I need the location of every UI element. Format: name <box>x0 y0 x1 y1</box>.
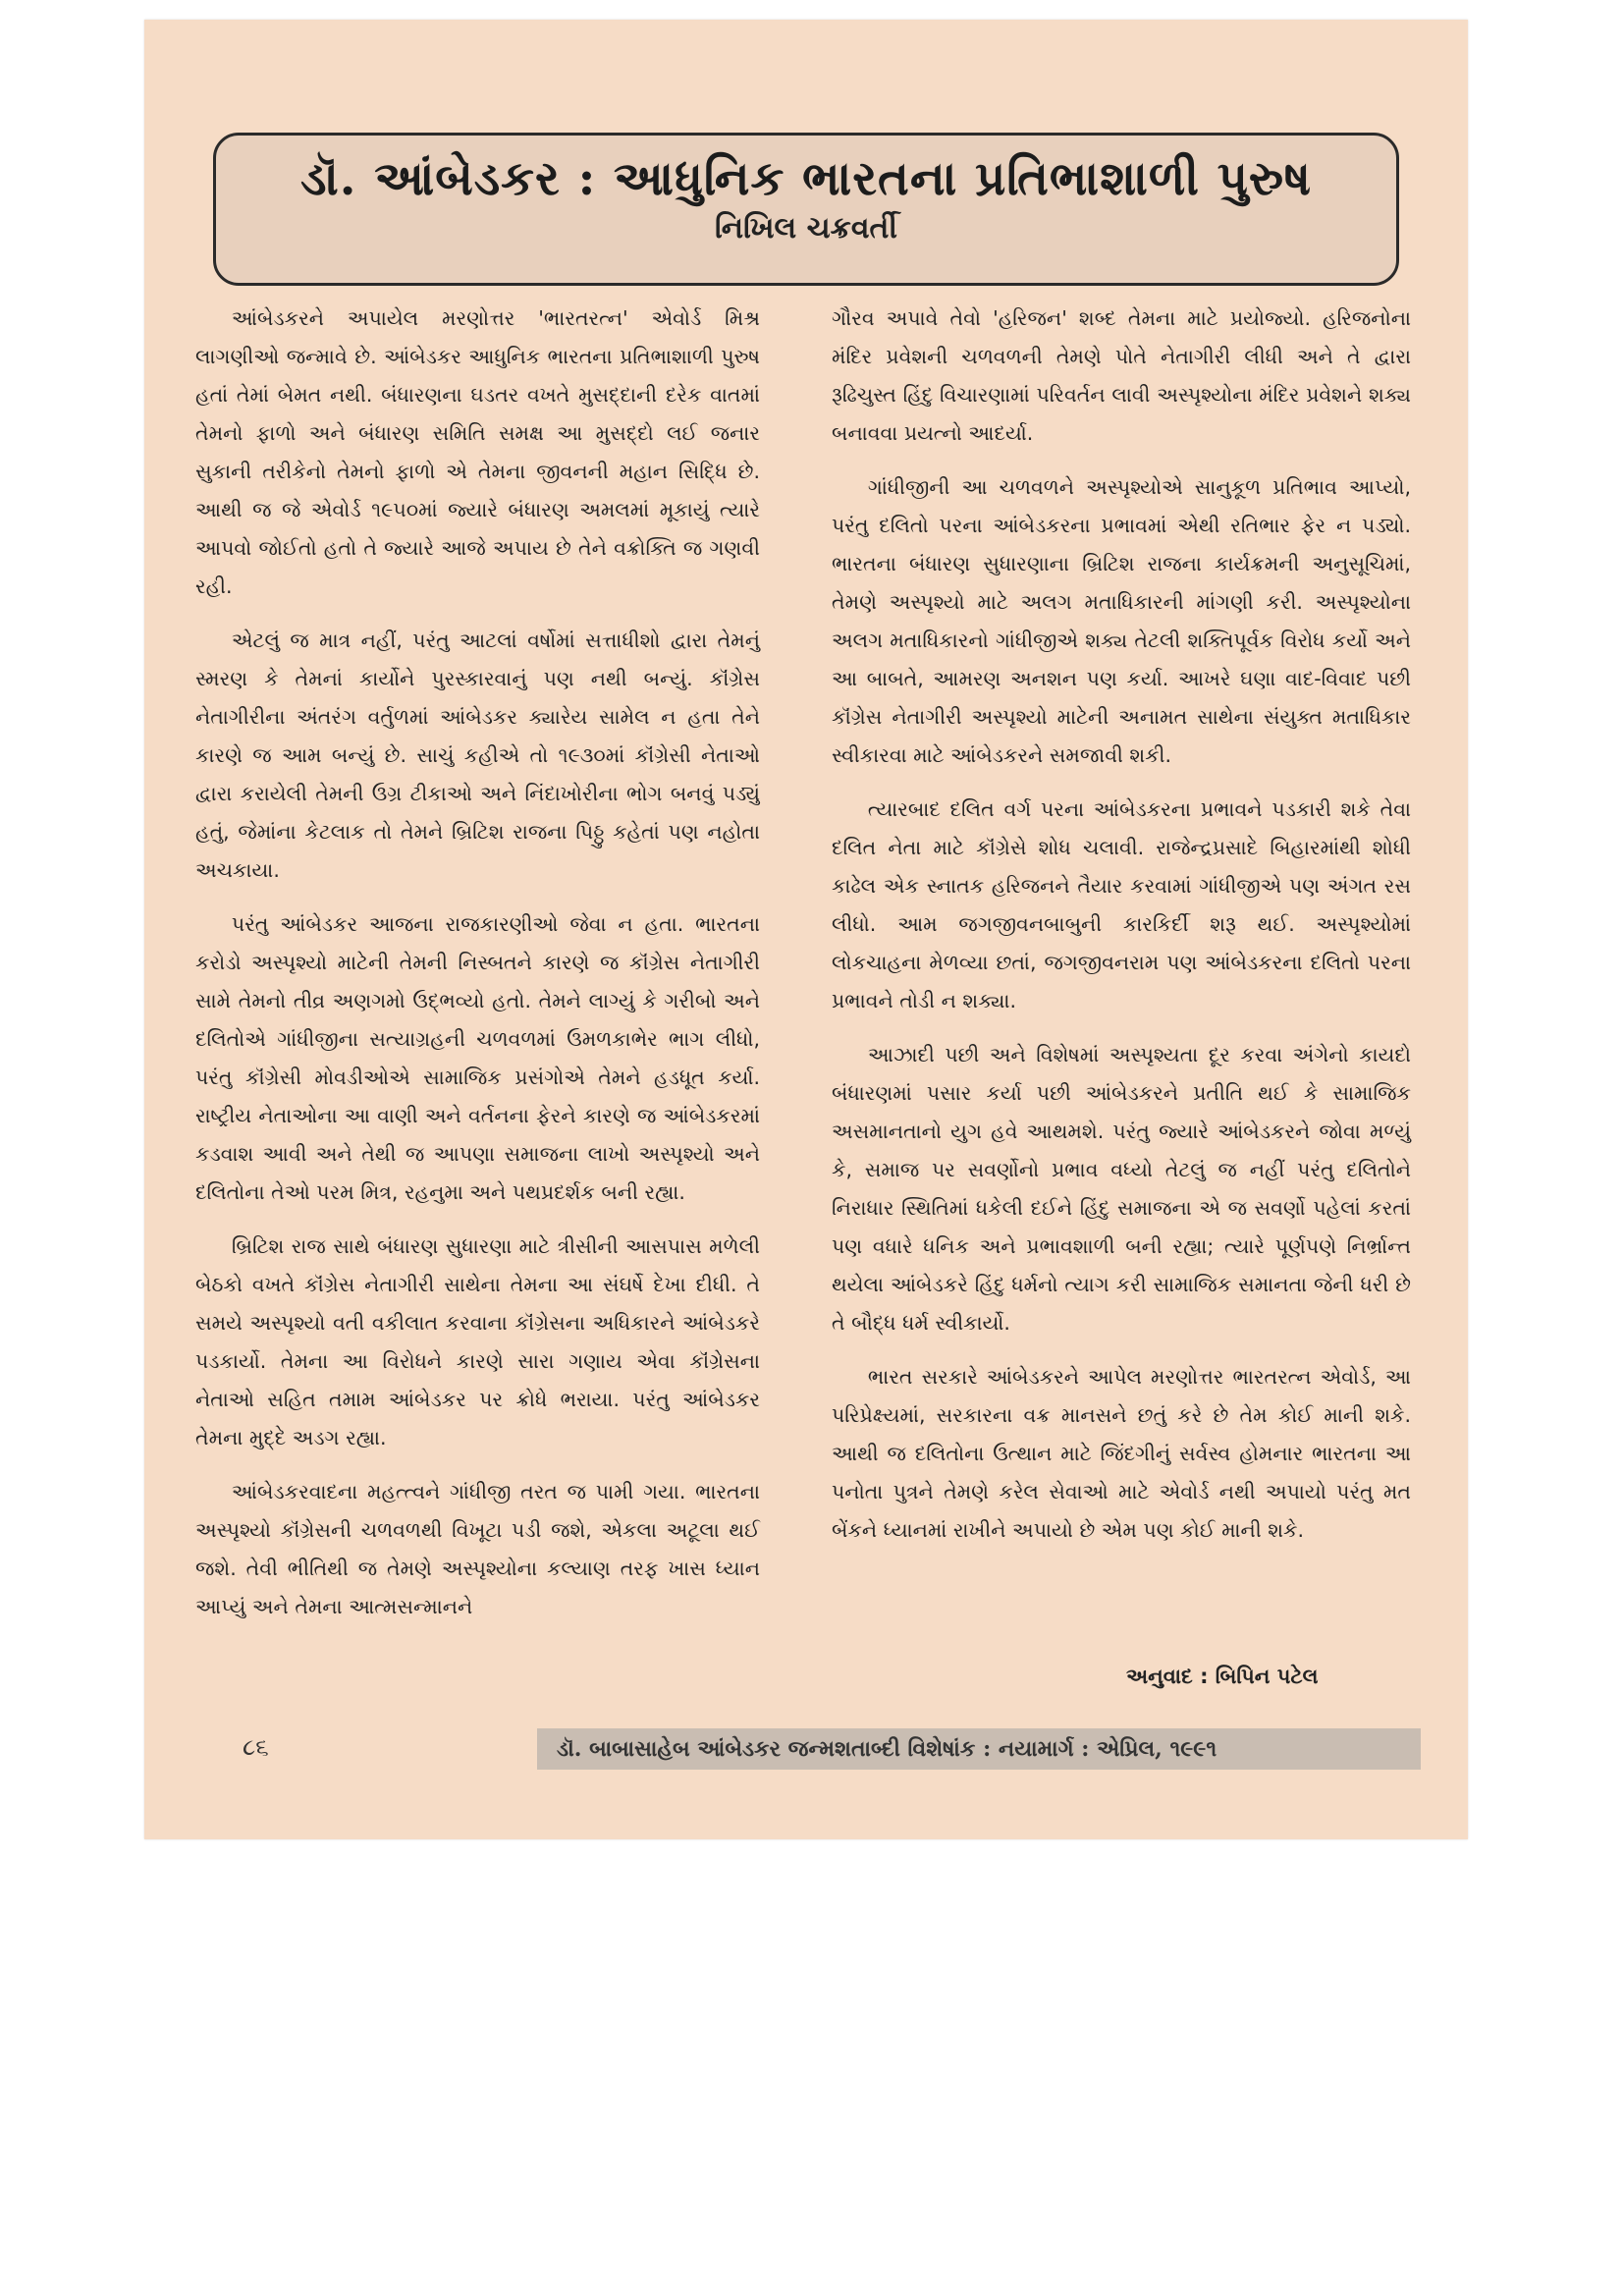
paragraph: આઝાદી પછી અને વિશેષમાં અસ્પૃશ્યતા દૂર કરવા અંગેનો કાયદો બંધારણમાં પસાર કર્યા પછી આંબેડકરને પ્રતીતિ થઈ કે સામાજિક અસમાનતાનો યુગ હવે આથમશે. પરંતુ જ્યારે આંબેડકરને જોવા મળ્યું કે, સમાજ પર સવર્ણોનો પ્રભાવ વધ્યો તેટલું જ નહીં પરંતુ દલિતોને નિરાધાર સ્થિતિમાં ધકેલી દઈને હિંદુ સમાજના એ જ સવર્ણો પહેલાં કરતાં પણ વધારે ધનિક અને પ્રભાવશાળી બની રહ્યા; ત્યારે પૂર્ણપણે નિર્ભ્રાન્ત થયેલા આંબેડકરે હિંદુ ધર્મનો ત્યાગ કરી સામાજિક સમાનતા જેની ધરી છે તે બૌદ્ધ ધર્મ સ્વીકાર્યો. <box>832 1043 1411 1335</box>
paragraph: આંબેડકરને અપાયેલ મરણોત્તર 'ભારતરત્ન' એવોર્ડ મિશ્ર લાગણીઓ જન્માવે છે. આંબેડકર આધુનિક ભારતના પ્રતિભાશાળી પુરુષ હતાં તેમાં બેમત નથી. બંધારણના ઘડતર વખતે મુસદ્દાની દરેક વાતમાં તેમનો ફાળો અને બંધારણ સમિતિ સમક્ષ આ મુસદ્દો લઈ જનાર સુકાની તરીકેનો તેમનો ફાળો એ તેમના જીવનની મહાન સિદ્ધિ છે. આથી જ જે એવોર્ડ ૧૯૫૦માં જ્યારે બંધારણ અમલમાં મૂકાયું ત્યારે આપવો જોઈતો હતો તે જ્યારે આજે અપાય છે તેને વક્રોક્તિ જ ગણવી રહી. <box>195 306 760 598</box>
page-number: ૮૬ <box>243 1733 269 1761</box>
paragraph: ગાંધીજીની આ ચળવળને અસ્પૃશ્યોએ સાનુકૂળ પ્રતિભાવ આપ્યો, પરંતુ દલિતો પરના આંબેડકરના પ્રભાવમાં એથી રતિભાર ફેર ન પડ્યો. ભારતના બંધારણ સુધારણાના બ્રિટિશ રાજના કાર્યક્રમની અનુસૂચિમાં, તેમણે અસ્પૃશ્યો માટે અલગ મતાધિકારની માંગણી કરી. અસ્પૃશ્યોના અલગ મતાધિકારનો ગાંધીજીએ શક્ય તેટલી શક્તિપૂર્વક વિરોધ કર્યો અને આ બાબતે, આમરણ અનશન પણ કર્યા. આખરે ઘણા વાદ-વિવાદ પછી કૉંગ્રેસ નેતાગીરી અસ્પૃશ્યો માટેની અનામત સાથેના સંયુક્ત મતાધિકાર સ્વીકારવા માટે આંબેડકરને સમજાવી શકી. <box>832 475 1411 767</box>
article-author: નિખિલ ચક્રવર્તી <box>714 210 898 246</box>
paragraph: ગૌરવ અપાવે તેવો 'હરિજન' શબ્દ તેમના માટે પ્રયોજ્યો. હરિજનોના મંદિર પ્રવેશની ચળવળની તેમણે પોતે નેતાગીરી લીધી અને તે દ્વારા રૂઢિચુસ્ત હિંદુ વિચારણામાં પરિવર્તન લાવી અસ્પૃશ્યોના મંદિર પ્રવેશને શક્ય બનાવવા પ્રયત્નો આદર્યા. <box>832 306 1411 445</box>
paragraph: ભારત સરકારે આંબેડકરને આપેલ મરણોત્તર ભારતરત્ન એવોર્ડ, આ પરિપ્રેક્ષ્યમાં, સરકારના વક્ર માનસને છતું કરે છે તેમ કોઈ માની શકે. આથી જ દલિતોના ઉત્થાન માટે જિંદગીનું સર્વસ્વ હોમનાર ભારતના આ પનોતા પુત્રને તેમણે કરેલ સેવાઓ માટે એવોર્ડ નથી અપાયો પરંતુ મત બેંકને ધ્યાનમાં રાખીને અપાયો છે એમ પણ કોઈ માની શકે. <box>832 1365 1411 1542</box>
left-column <box>195 300 760 1642</box>
right-column <box>832 300 1411 1565</box>
title-banner <box>213 133 1399 286</box>
paragraph: ત્યારબાદ દલિત વર્ગ પરના આંબેડકરના પ્રભાવને પડકારી શકે તેવા દલિત નેતા માટે કૉંગ્રેસે શોધ ચલાવી. રાજેન્દ્રપ્રસાદે બિહારમાંથી શોધી કાઢેલ એક સ્નાતક હરિજનને તૈયાર કરવામાં ગાંધીજીએ પણ અંગત રસ લીધો. આમ જગજીવનબાબુની કારકિર્દી શરૂ થઈ. અસ્પૃશ્યોમાં લોકચાહના મેળવ્યા છતાં, જગજીવનરામ પણ આંબેડકરના દલિતો પરના પ્રભાવને તોડી ન શક્યા. <box>832 797 1411 1012</box>
translator-credit: અનુવાદ : બિપિન પટેલ <box>1126 1665 1319 1688</box>
paragraph: એટલું જ માત્ર નહીં, પરંતુ આટલાં વર્ષોમાં સત્તાધીશો દ્વારા તેમનું સ્મરણ કે તેમનાં કાર્યોને પુરસ્કારવાનું પણ નથી બન્યું. કૉંગ્રેસ નેતાગીરીના અંતરંગ વર્તુળમાં આંબેડકર ક્યારેય સામેલ ન હતા તેને કારણે જ આમ બન્યું છે. સાચું કહીએ તો ૧૯૩૦માં કૉંગ્રેસી નેતાઓ દ્વારા કરાયેલી તેમની ઉગ્ર ટીકાઓ અને નિંદાખોરીના ભોગ બનવું પડ્યું હતું, જેમાંના કેટલાક તો તેમને બ્રિટિશ રાજના પિઠ્ઠુ કહેતાં પણ નહોતા અચકાયા. <box>195 629 760 882</box>
paragraph: બ્રિટિશ રાજ સાથે બંધારણ સુધારણા માટે ત્રીસીની આસપાસ મળેલી બેઠકો વખતે કૉંગ્રેસ નેતાગીરી સાથેના તેમના આ સંઘર્ષે દેખા દીધી. તે સમયે અસ્પૃશ્યો વતી વકીલાત કરવાના કૉંગ્રેસના અધિકારને આંબેડકરે પડકાર્યો. તેમના આ વિરોધને કારણે સારા ગણાય એવા કૉંગ્રેસના નેતાઓ સહિત તમામ આંબેડકર પર ક્રોધે ભરાયા. પરંતુ આંબેડકર તેમના મુદ્દે અડગ રહ્યા. <box>195 1234 760 1449</box>
paragraph: આંબેડકરવાદના મહત્ત્વને ગાંધીજી તરત જ પામી ગયા. ભારતના અસ્પૃશ્યો કૉંગ્રેસની ચળવળથી વિખૂટા પડી જશે, એકલા અટૂલા થઈ જશે. તેવી ભીતિથી જ તેમણે અસ્પૃશ્યોના કલ્યાણ તરફ ખાસ ધ્યાન આપ્યું અને તેમના આત્મસન્માનને <box>195 1480 760 1618</box>
paragraph: પરંતુ આંબેડકર આજના રાજકારણીઓ જેવા ન હતા. ભારતના કરોડો અસ્પૃશ્યો માટેની તેમની નિસ્બતને કારણે જ કૉંગ્રેસ નેતાગીરી સામે તેમનો તીવ્ર અણગમો ઉદ્ભવ્યો હતો. તેમને લાગ્યું કે ગરીબો અને દલિતોએ ગાંધીજીના સત્યાગ્રહની ચળવળમાં ઉમળકાભેર ભાગ લીધો, પરંતુ કૉંગ્રેસી મોવડીઓએ સામાજિક પ્રસંગોએ તેમને હડધૂત કર્યા. રાષ્ટ્રીય નેતાઓના આ વાણી અને વર્તનના ફેરને કારણે જ આંબેડકરમાં કડવાશ આવી અને તેથી જ આપણા સમાજના લાખો અસ્પૃશ્યો અને દલિતોના તેઓ પરમ મિત્ર, રહનુમા અને પથપ્રદર્શક બની રહ્યા. <box>195 912 760 1204</box>
magazine-page <box>144 20 1468 1839</box>
publication-footer: ડૉ. બાબાસાહેબ આંબેડકર જન્મશતાબ્દી વિશેષાંક : નયામાર્ગ : એપ્રિલ, ૧૯૯૧ <box>537 1728 1421 1770</box>
article-title: ડૉ. આંબેડકર : આધુનિક ભારતના પ્રતિભાશાળી પુરુષ <box>300 151 1312 206</box>
